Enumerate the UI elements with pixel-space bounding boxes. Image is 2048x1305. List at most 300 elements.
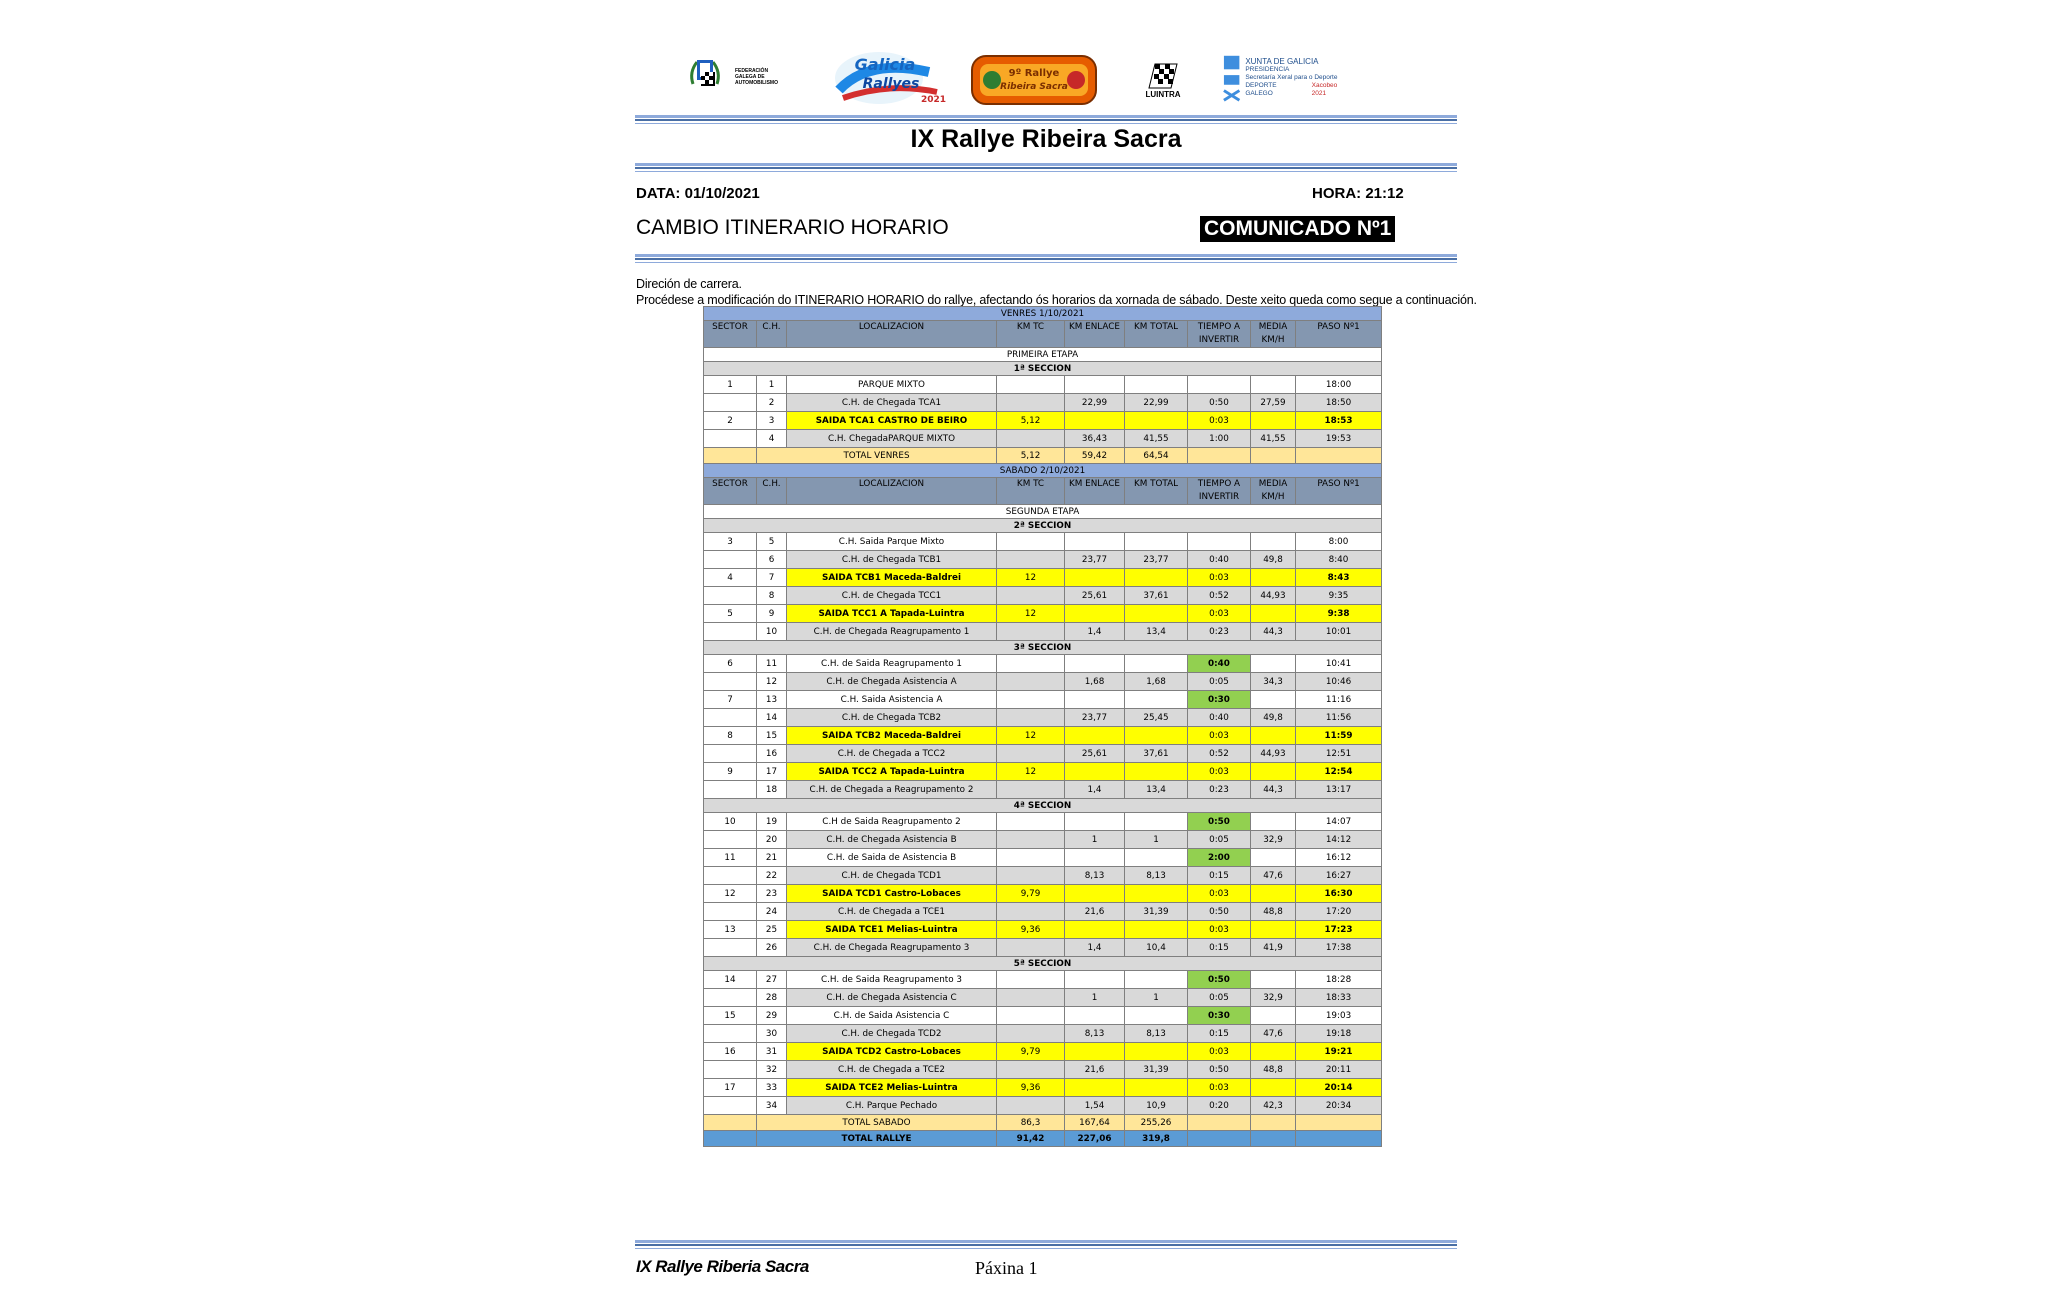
cell-kmtc bbox=[997, 903, 1065, 921]
cell-kmtc: 9,79 bbox=[997, 1043, 1065, 1061]
cell-ch: 13 bbox=[757, 691, 787, 709]
cell-kmtc bbox=[997, 691, 1065, 709]
cell-media bbox=[1251, 1043, 1296, 1061]
cell-paso: 18:33 bbox=[1296, 989, 1382, 1007]
table-row bbox=[704, 605, 1382, 623]
section-row bbox=[704, 519, 1382, 533]
cell-total: 22,99 bbox=[1125, 394, 1188, 412]
cell-ch: 31 bbox=[757, 1043, 787, 1061]
cell-total: 10,4 bbox=[1125, 939, 1188, 957]
cell-paso: 8:40 bbox=[1296, 551, 1382, 569]
cell-paso: 19:03 bbox=[1296, 1007, 1382, 1025]
total-empty bbox=[1296, 1115, 1382, 1131]
cell-media: 32,9 bbox=[1251, 831, 1296, 849]
table-row bbox=[704, 1097, 1382, 1115]
cell-tiempo: 0:03 bbox=[1188, 921, 1251, 939]
etapa-row-cell: PRIMEIRA ETAPA bbox=[704, 348, 1382, 362]
cell-loc: SAIDA TCB1 Maceda-Baldrei bbox=[787, 569, 997, 587]
cell-enlace: 23,77 bbox=[1065, 709, 1125, 727]
cell-paso: 17:38 bbox=[1296, 939, 1382, 957]
cell-enlace: 21,6 bbox=[1065, 1061, 1125, 1079]
section-row-cell: 3ª SECCION bbox=[704, 641, 1382, 655]
cell-loc: SAIDA TCE1 Melias-Luintra bbox=[787, 921, 997, 939]
section-row-cell: 1ª SECCION bbox=[704, 362, 1382, 376]
table-row bbox=[704, 655, 1382, 673]
cell-total bbox=[1125, 763, 1188, 781]
cell-paso: 16:27 bbox=[1296, 867, 1382, 885]
cell-tiempo: 0:05 bbox=[1188, 831, 1251, 849]
cell-ch: 8 bbox=[757, 587, 787, 605]
cell-enlace bbox=[1065, 605, 1125, 623]
cell-tiempo: 0:50 bbox=[1188, 813, 1251, 831]
cell-kmtc bbox=[997, 831, 1065, 849]
table-row bbox=[704, 885, 1382, 903]
cell-loc: C.H. de Chegada TCD1 bbox=[787, 867, 997, 885]
cell-enlace: 8,13 bbox=[1065, 867, 1125, 885]
column-header: TIEMPO A INVERTIR bbox=[1188, 321, 1251, 348]
cell-loc: C.H. de Chegada Asistencia C bbox=[787, 989, 997, 1007]
total-empty bbox=[1296, 1131, 1382, 1147]
cell-total bbox=[1125, 971, 1188, 989]
table-row bbox=[704, 1079, 1382, 1097]
cell-ch: 6 bbox=[757, 551, 787, 569]
cell-tiempo: 0:52 bbox=[1188, 587, 1251, 605]
cell-tiempo: 0:40 bbox=[1188, 551, 1251, 569]
cell-sector: 8 bbox=[704, 727, 757, 745]
cell-kmtc bbox=[997, 781, 1065, 799]
cell-sector bbox=[704, 831, 757, 849]
cell-enlace: 22,99 bbox=[1065, 394, 1125, 412]
section-row bbox=[704, 799, 1382, 813]
svg-text:9º Rallye: 9º Rallye bbox=[1008, 68, 1060, 79]
cell-sector bbox=[704, 1025, 757, 1043]
svg-text:Galicia: Galicia bbox=[854, 55, 916, 74]
column-header: LOCALIZACION bbox=[787, 321, 997, 348]
cell-media bbox=[1251, 1007, 1296, 1025]
cell-loc: C.H. de Chegada TCC1 bbox=[787, 587, 997, 605]
cell-kmtc: 12 bbox=[997, 763, 1065, 781]
cell-loc: C.H. ChegadaPARQUE MIXTO bbox=[787, 430, 997, 448]
cell-ch: 33 bbox=[757, 1079, 787, 1097]
cell-ch: 5 bbox=[757, 533, 787, 551]
cell-paso: 10:41 bbox=[1296, 655, 1382, 673]
table-row bbox=[704, 867, 1382, 885]
cell-paso: 16:12 bbox=[1296, 849, 1382, 867]
cell-paso: 9:38 bbox=[1296, 605, 1382, 623]
cell-paso: 12:54 bbox=[1296, 763, 1382, 781]
cell-sector bbox=[704, 551, 757, 569]
cell-sector bbox=[704, 989, 757, 1007]
cell-kmtc: 12 bbox=[997, 569, 1065, 587]
table-row bbox=[704, 971, 1382, 989]
cell-sector: 13 bbox=[704, 921, 757, 939]
cell-media: 47,6 bbox=[1251, 867, 1296, 885]
cell-enlace: 23,77 bbox=[1065, 551, 1125, 569]
cell-media: 32,9 bbox=[1251, 989, 1296, 1007]
cell-ch: 34 bbox=[757, 1097, 787, 1115]
cell-kmtc: 9,36 bbox=[997, 1079, 1065, 1097]
cell-total: 1,68 bbox=[1125, 673, 1188, 691]
cell-tiempo: 0:05 bbox=[1188, 989, 1251, 1007]
itinerary-table bbox=[703, 306, 1382, 1147]
cell-paso: 18:28 bbox=[1296, 971, 1382, 989]
cell-sector bbox=[704, 394, 757, 412]
etapa-row bbox=[704, 505, 1382, 519]
xunta-emblem-icon bbox=[1222, 53, 1241, 103]
intro-line-1: Direción de carrera. bbox=[636, 277, 742, 291]
total-empty bbox=[1296, 448, 1382, 464]
cell-enlace bbox=[1065, 655, 1125, 673]
cell-total bbox=[1125, 605, 1188, 623]
cell-loc: PARQUE MIXTO bbox=[787, 376, 997, 394]
table-row bbox=[704, 745, 1382, 763]
table-row bbox=[704, 533, 1382, 551]
cell-loc: C.H. de Chegada a TCE1 bbox=[787, 903, 997, 921]
cell-loc: SAIDA TCE2 Melias-Luintra bbox=[787, 1079, 997, 1097]
cell-ch: 29 bbox=[757, 1007, 787, 1025]
cell-media bbox=[1251, 921, 1296, 939]
table-row bbox=[704, 412, 1382, 430]
total-label: TOTAL VENRES bbox=[757, 448, 997, 464]
cell-paso: 19:21 bbox=[1296, 1043, 1382, 1061]
cell-ch: 24 bbox=[757, 903, 787, 921]
cell-media bbox=[1251, 885, 1296, 903]
cell-sector: 17 bbox=[704, 1079, 757, 1097]
cell-sector bbox=[704, 709, 757, 727]
cell-kmtc bbox=[997, 430, 1065, 448]
cell-ch: 4 bbox=[757, 430, 787, 448]
cell-enlace: 21,6 bbox=[1065, 903, 1125, 921]
cell-paso: 20:11 bbox=[1296, 1061, 1382, 1079]
cell-tiempo: 0:52 bbox=[1188, 745, 1251, 763]
cell-media bbox=[1251, 971, 1296, 989]
section-row-cell: 5ª SECCION bbox=[704, 957, 1382, 971]
cell-enlace bbox=[1065, 1007, 1125, 1025]
cell-media: 44,93 bbox=[1251, 745, 1296, 763]
cell-paso: 20:14 bbox=[1296, 1079, 1382, 1097]
cell-ch: 1 bbox=[757, 376, 787, 394]
cell-kmtc bbox=[997, 939, 1065, 957]
cell-loc: C.H. de Saida Reagrupamento 3 bbox=[787, 971, 997, 989]
cell-media bbox=[1251, 569, 1296, 587]
column-header: KM ENLACE bbox=[1065, 478, 1125, 505]
cell-total bbox=[1125, 921, 1188, 939]
cell-sector bbox=[704, 587, 757, 605]
table-row bbox=[704, 849, 1382, 867]
table-row bbox=[704, 1025, 1382, 1043]
column-header: SECTOR bbox=[704, 478, 757, 505]
cell-media bbox=[1251, 412, 1296, 430]
cell-media: 49,8 bbox=[1251, 709, 1296, 727]
cell-loc: C.H. de Chegada Asistencia A bbox=[787, 673, 997, 691]
total-km: 255,26 bbox=[1125, 1115, 1188, 1131]
cell-sector: 14 bbox=[704, 971, 757, 989]
cell-sector: 2 bbox=[704, 412, 757, 430]
grand-total-row bbox=[704, 1131, 1382, 1147]
table-row bbox=[704, 921, 1382, 939]
cell-kmtc: 12 bbox=[997, 727, 1065, 745]
cell-tiempo: 1:00 bbox=[1188, 430, 1251, 448]
total-spacer bbox=[704, 1131, 757, 1147]
cell-media: 41,9 bbox=[1251, 939, 1296, 957]
cell-kmtc: 5,12 bbox=[997, 412, 1065, 430]
cell-kmtc bbox=[997, 673, 1065, 691]
cell-total bbox=[1125, 727, 1188, 745]
cell-tiempo: 0:03 bbox=[1188, 1043, 1251, 1061]
cell-loc: SAIDA TCC1 A Tapada-Luintra bbox=[787, 605, 997, 623]
cell-loc: C.H. de Saida Reagrupamento 1 bbox=[787, 655, 997, 673]
column-header: MEDIA KM/H bbox=[1251, 321, 1296, 348]
total-kmtc: 91,42 bbox=[997, 1131, 1065, 1147]
cell-total: 41,55 bbox=[1125, 430, 1188, 448]
cell-enlace bbox=[1065, 1043, 1125, 1061]
xunta-line-4: DEPORTE GALEGO bbox=[1245, 82, 1277, 97]
xunta-line-3: Secretaría Xeral para o Deporte bbox=[1245, 74, 1338, 81]
cell-media: 48,8 bbox=[1251, 903, 1296, 921]
campeonato-galicia-logo bbox=[829, 48, 947, 108]
cell-enlace: 1 bbox=[1065, 831, 1125, 849]
cell-media bbox=[1251, 813, 1296, 831]
section-row-cell: 4ª SECCION bbox=[704, 799, 1382, 813]
cell-tiempo: 0:15 bbox=[1188, 939, 1251, 957]
total-empty bbox=[1251, 448, 1296, 464]
cell-sector bbox=[704, 623, 757, 641]
cell-total bbox=[1125, 1043, 1188, 1061]
table-row bbox=[704, 569, 1382, 587]
table-row bbox=[704, 587, 1382, 605]
column-header: C.H. bbox=[757, 478, 787, 505]
cell-paso: 14:07 bbox=[1296, 813, 1382, 831]
cell-enlace bbox=[1065, 691, 1125, 709]
table-row bbox=[704, 673, 1382, 691]
cell-ch: 17 bbox=[757, 763, 787, 781]
cell-tiempo: 0:23 bbox=[1188, 781, 1251, 799]
cell-media: 44,3 bbox=[1251, 781, 1296, 799]
table-row bbox=[704, 813, 1382, 831]
section-row bbox=[704, 362, 1382, 376]
cell-kmtc bbox=[997, 709, 1065, 727]
column-header: TIEMPO A INVERTIR bbox=[1188, 478, 1251, 505]
cell-ch: 19 bbox=[757, 813, 787, 831]
cell-kmtc bbox=[997, 587, 1065, 605]
cell-total bbox=[1125, 376, 1188, 394]
table-row bbox=[704, 781, 1382, 799]
cell-tiempo: 0:40 bbox=[1188, 655, 1251, 673]
day-header-cell: SABADO 2/10/2021 bbox=[704, 464, 1382, 478]
cell-kmtc bbox=[997, 1097, 1065, 1115]
table-row bbox=[704, 551, 1382, 569]
cell-enlace bbox=[1065, 533, 1125, 551]
footer-title: IX Rallye Riberia Sacra bbox=[636, 1257, 809, 1276]
cell-paso: 11:59 bbox=[1296, 727, 1382, 745]
cell-paso: 9:35 bbox=[1296, 587, 1382, 605]
cell-paso: 17:23 bbox=[1296, 921, 1382, 939]
rally-badge-logo bbox=[970, 54, 1098, 106]
cell-kmtc bbox=[997, 989, 1065, 1007]
column-header: PASO Nº1 bbox=[1296, 478, 1382, 505]
cell-media: 34,3 bbox=[1251, 673, 1296, 691]
cell-media: 49,8 bbox=[1251, 551, 1296, 569]
campeonato-logo-icon bbox=[829, 48, 947, 108]
cell-total bbox=[1125, 569, 1188, 587]
column-header-row bbox=[704, 321, 1382, 348]
cell-sector: 15 bbox=[704, 1007, 757, 1025]
cell-ch: 2 bbox=[757, 394, 787, 412]
cell-loc: C.H. Saida Parque Mixto bbox=[787, 533, 997, 551]
cell-media bbox=[1251, 605, 1296, 623]
cell-media: 44,93 bbox=[1251, 587, 1296, 605]
cell-enlace bbox=[1065, 849, 1125, 867]
cell-sector bbox=[704, 1061, 757, 1079]
cell-sector bbox=[704, 939, 757, 957]
cell-enlace: 1,4 bbox=[1065, 939, 1125, 957]
cell-enlace: 25,61 bbox=[1065, 745, 1125, 763]
cell-media: 44,3 bbox=[1251, 623, 1296, 641]
cell-kmtc bbox=[997, 971, 1065, 989]
cell-loc: SAIDA TCA1 CASTRO DE BEIRO bbox=[787, 412, 997, 430]
column-header: KM TC bbox=[997, 321, 1065, 348]
cell-paso: 12:51 bbox=[1296, 745, 1382, 763]
xunta-line-1: XUNTA DE GALICIA bbox=[1245, 57, 1319, 66]
cell-ch: 9 bbox=[757, 605, 787, 623]
cell-media bbox=[1251, 533, 1296, 551]
table-row bbox=[704, 1007, 1382, 1025]
table-row bbox=[704, 989, 1382, 1007]
cell-sector: 3 bbox=[704, 533, 757, 551]
cell-ch: 30 bbox=[757, 1025, 787, 1043]
cell-loc: C.H. de Chegada TCD2 bbox=[787, 1025, 997, 1043]
fga-logo-text: FEDERACIÓN GALEGA DE AUTOMOBILISMO bbox=[735, 68, 778, 86]
cell-kmtc bbox=[997, 813, 1065, 831]
cell-paso: 19:53 bbox=[1296, 430, 1382, 448]
cell-enlace bbox=[1065, 971, 1125, 989]
cell-total bbox=[1125, 849, 1188, 867]
column-header-row bbox=[704, 478, 1382, 505]
cell-enlace: 1,4 bbox=[1065, 781, 1125, 799]
cell-kmtc: 9,36 bbox=[997, 921, 1065, 939]
cell-enlace bbox=[1065, 921, 1125, 939]
cell-media bbox=[1251, 763, 1296, 781]
communique-badge: COMUNICADO Nº1 bbox=[1200, 216, 1395, 242]
cell-enlace: 25,61 bbox=[1065, 587, 1125, 605]
cell-paso: 18:50 bbox=[1296, 394, 1382, 412]
cell-enlace: 1 bbox=[1065, 989, 1125, 1007]
total-enlace: 59,42 bbox=[1065, 448, 1125, 464]
cell-total: 31,39 bbox=[1125, 903, 1188, 921]
cell-ch: 26 bbox=[757, 939, 787, 957]
cell-tiempo: 0:03 bbox=[1188, 605, 1251, 623]
cell-total: 13,4 bbox=[1125, 623, 1188, 641]
cell-tiempo: 2:00 bbox=[1188, 849, 1251, 867]
day-header-cell: VENRES 1/10/2021 bbox=[704, 307, 1382, 321]
rally-badge-icon bbox=[970, 54, 1098, 106]
cell-media: 48,8 bbox=[1251, 1061, 1296, 1079]
total-empty bbox=[1188, 1131, 1251, 1147]
cell-tiempo: 0:15 bbox=[1188, 867, 1251, 885]
cell-total: 37,61 bbox=[1125, 745, 1188, 763]
cell-ch: 28 bbox=[757, 989, 787, 1007]
cell-kmtc bbox=[997, 376, 1065, 394]
column-header: KM TC bbox=[997, 478, 1065, 505]
cell-tiempo: 0:20 bbox=[1188, 1097, 1251, 1115]
section-row bbox=[704, 641, 1382, 655]
cell-tiempo bbox=[1188, 533, 1251, 551]
cell-paso: 18:00 bbox=[1296, 376, 1382, 394]
cell-loc: C.H. de Chegada TCA1 bbox=[787, 394, 997, 412]
total-empty bbox=[1251, 1115, 1296, 1131]
etapa-row bbox=[704, 348, 1382, 362]
cell-paso: 11:16 bbox=[1296, 691, 1382, 709]
cell-loc: C.H de Saida Reagrupamento 2 bbox=[787, 813, 997, 831]
cell-total: 8,13 bbox=[1125, 867, 1188, 885]
cell-kmtc bbox=[997, 394, 1065, 412]
cell-tiempo: 0:03 bbox=[1188, 1079, 1251, 1097]
column-header: SECTOR bbox=[704, 321, 757, 348]
cell-enlace bbox=[1065, 727, 1125, 745]
cell-media bbox=[1251, 376, 1296, 394]
table-row bbox=[704, 623, 1382, 641]
cell-sector bbox=[704, 745, 757, 763]
cell-loc: SAIDA TCD2 Castro-Lobaces bbox=[787, 1043, 997, 1061]
cell-total: 10,9 bbox=[1125, 1097, 1188, 1115]
cell-sector: 10 bbox=[704, 813, 757, 831]
cell-sector bbox=[704, 1097, 757, 1115]
cell-loc: C.H. de Chegada a TCC2 bbox=[787, 745, 997, 763]
cell-media bbox=[1251, 1079, 1296, 1097]
cell-enlace: 8,13 bbox=[1065, 1025, 1125, 1043]
cell-paso: 8:00 bbox=[1296, 533, 1382, 551]
cell-total: 37,61 bbox=[1125, 587, 1188, 605]
cell-enlace: 1,4 bbox=[1065, 623, 1125, 641]
cell-tiempo: 0:03 bbox=[1188, 763, 1251, 781]
cell-tiempo: 0:50 bbox=[1188, 903, 1251, 921]
cell-kmtc bbox=[997, 551, 1065, 569]
cell-enlace bbox=[1065, 376, 1125, 394]
cell-paso: 18:53 bbox=[1296, 412, 1382, 430]
column-header: PASO Nº1 bbox=[1296, 321, 1382, 348]
etapa-row-cell: SEGUNDA ETAPA bbox=[704, 505, 1382, 519]
cell-enlace: 1,54 bbox=[1065, 1097, 1125, 1115]
cell-media bbox=[1251, 849, 1296, 867]
cell-loc: C.H. de Chegada a TCE2 bbox=[787, 1061, 997, 1079]
cell-sector bbox=[704, 673, 757, 691]
cell-tiempo: 0:03 bbox=[1188, 727, 1251, 745]
intro-line-2: Procédese a modificación do ITINERARIO HORARIO do rallye, afectando ós horarios da xornada de sábado. Deste xeito queda como segue a continuación. bbox=[636, 293, 1477, 307]
rule-footer bbox=[635, 1240, 1457, 1249]
column-header: C.H. bbox=[757, 321, 787, 348]
rule-top bbox=[635, 115, 1457, 124]
table-row bbox=[704, 709, 1382, 727]
cell-total: 31,39 bbox=[1125, 1061, 1188, 1079]
cell-ch: 32 bbox=[757, 1061, 787, 1079]
cell-media bbox=[1251, 691, 1296, 709]
cell-ch: 16 bbox=[757, 745, 787, 763]
cell-ch: 7 bbox=[757, 569, 787, 587]
day-header bbox=[704, 307, 1382, 321]
cell-kmtc: 9,79 bbox=[997, 885, 1065, 903]
cell-tiempo: 0:50 bbox=[1188, 1061, 1251, 1079]
cell-tiempo: 0:40 bbox=[1188, 709, 1251, 727]
section-row bbox=[704, 957, 1382, 971]
cell-total: 25,45 bbox=[1125, 709, 1188, 727]
intro-text bbox=[636, 276, 1477, 308]
cell-tiempo: 0:30 bbox=[1188, 1007, 1251, 1025]
table-row bbox=[704, 394, 1382, 412]
cell-kmtc bbox=[997, 655, 1065, 673]
table-row bbox=[704, 1043, 1382, 1061]
cell-ch: 23 bbox=[757, 885, 787, 903]
cell-loc: C.H. de Chegada a Reagrupamento 2 bbox=[787, 781, 997, 799]
